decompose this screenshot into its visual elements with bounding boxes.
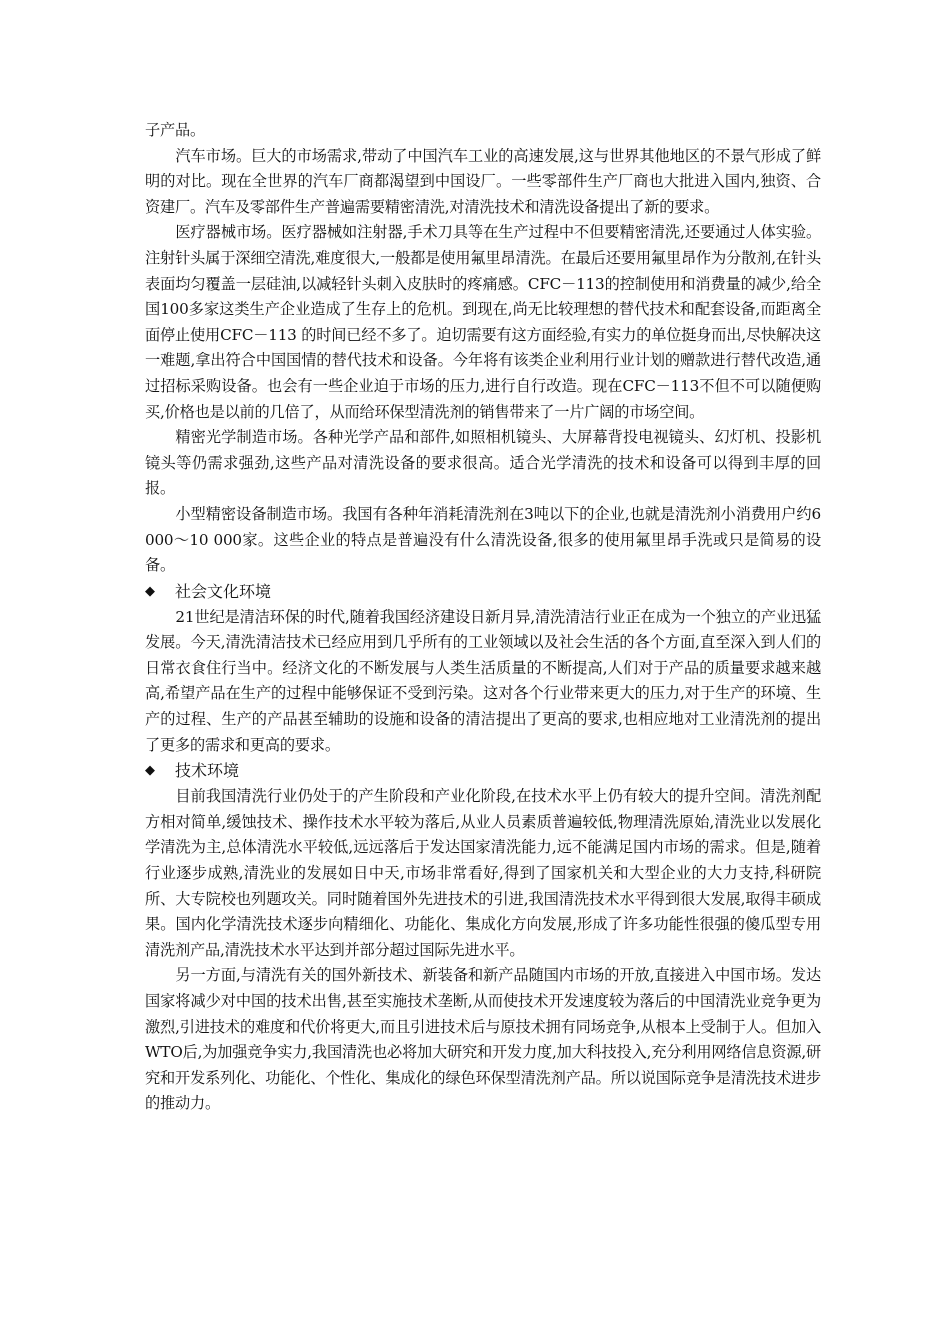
document-page [145, 118, 821, 1117]
diamond-bullet-icon: ◆ [145, 763, 155, 779]
paragraph-small-equipment-market: 小型精密设备制造市场。我国有各种年消耗清洗剂在3吨以下的企业,也就是清洗剂小消费用户约6 000～10 000家。这些企业的特点是普遍没有什么清洗设备,很多的使用氟里昂手洗或只是简易的设备。 [145, 504, 821, 575]
continued-paragraph: 子产品。 [145, 121, 205, 139]
diamond-bullet-icon: ◆ [145, 583, 155, 599]
section-title: 技术环境 [175, 761, 240, 781]
paragraph-auto-market: 汽车市场。巨大的市场需求,带动了中国汽车工业的高速发展,这与世界其他地区的不景气形成了鲜明的对比。现在全世界的汽车厂商都渴望到中国设厂。一些零部件生产厂商也大批进入国内,独资、合资建厂。汽车及零部件生产普遍需要精密清洗,对清洗技术和清洗设备提出了新的要求。 [145, 146, 821, 216]
section-heading-technology [145, 758, 821, 784]
paragraph-social-culture: 21世纪是清洁环保的时代,随着我国经济建设日新月异,清洗清洁行业正在成为一个独立的产业迅猛发展。今天,清洗清洁技术已经应用到几乎所有的工业领域以及社会生活的各个方面,直至深入到人们的日常衣食住行当中。经济文化的不断发展与人类生活质量的不断提高,人们对于产品的质量要求越来越高,希望产品在生产的过程中能够保证不受到污染。这对各个行业带来更大的压力,对于生产的环境、生产的过程、生产的产品甚至辅助的设施和设备的清洁提出了更高的要求,也相应地对工业清洗剂的提出了更多的需求和更高的要求。 [145, 607, 821, 754]
section-heading-social-culture [145, 579, 821, 605]
paragraph-optics-market: 精密光学制造市场。各种光学产品和部件,如照相机镜头、大屏幕背投电视镜头、幻灯机、投影机镜头等仍需求强劲,这些产品对清洗设备的要求很高。适合光学清洗的技术和设备可以得到丰厚的回报。 [145, 428, 821, 498]
paragraph-technology-2: 另一方面,与清洗有关的国外新技术、新装备和新产品随国内市场的开放,直接进入中国市场。发达国家将减少对中国的技术出售,甚至实施技术垄断,从而使技术开发速度较为落后的中国清洗业竞争更为激烈,引进技术的难度和代价将更大,而且引进技术后与原技术拥有同场竞争,从根本上受制于人。但加入WTO后,为加强竞争实力,我国清洗也必将加大研究和开发力度,加大科技投入,充分利用网络信息资源,研究和开发系列化、功能化、个性化、集成化的绿色环保型清洗剂产品。所以说国际竞争是清洗技术进步的推动力。 [145, 966, 821, 1113]
section-title: 社会文化环境 [175, 581, 272, 601]
paragraph-medical-market: 医疗器械市场。医疗器械如注射器,手术刀具等在生产过程中不但要精密清洗,还要通过人体实验。注射针头属于深细空清洗,难度很大,一般都是使用氟里昂清洗。在最后还要用氟里昂作为分散剂,在针头表面均匀覆盖一层硅油,以减轻针头刺入皮肤时的疼痛感。CFC－113的控制使用和消费量的减少,给全国100多家这类生产企业造成了生存上的危机。到现在,尚无比较理想的替代技术和配套设备,而距离全面停止使用CFC－113 的时间已经不多了。迫切需要有这方面经验,有实力的单位挺身而出,尽快解决这一难题,拿出符合中国国情的替代技术和设备。今年将有该类企业利用行业计划的赠款进行替代改造,通过招标采购设备。也会有一些企业迫于市场的压力,进行自行改造。现在CFC－113不但不可以随便购买,价格也是以前的几倍了，从而给环保型清洗剂的销售带来了一片广阔的市场空间。 [145, 223, 821, 421]
paragraph-technology-1: 目前我国清洗行业仍处于的产生阶段和产业化阶段,在技术水平上仍有较大的提升空间。清洗剂配方相对简单,缓蚀技术、操作技术水平较为落后,从业人员素质普遍较低,物理清洗原始,清洗业以发展化学清洗为主,总体清洗水平较低,远远落后于发达国家清洗能力,远不能满足国内市场的需求。但是,随着行业逐步成熟,清洗业的发展如日中天,市场非常看好,得到了国家机关和大型企业的大力支持,科研院所、大专院校也列题攻关。同时随着国外先进技术的引进,我国清洗技术水平得到很大发展,取得丰硕成果。国内化学清洗技术逐步向精细化、功能化、集成化方向发展,形成了许多功能性很强的傻瓜型专用清洗剂产品,清洗技术水平达到并部分超过国际先进水平。 [145, 787, 821, 959]
